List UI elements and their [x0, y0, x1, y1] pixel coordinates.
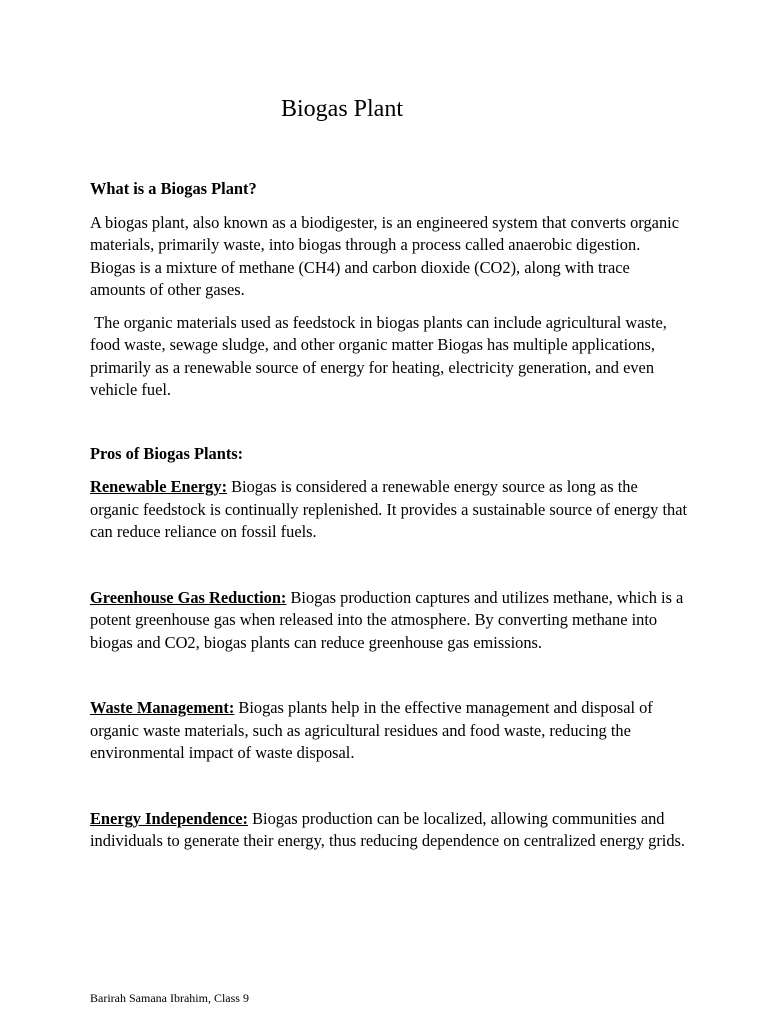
pro-item-waste-management	[90, 697, 688, 765]
pro-term: Energy Independence:	[90, 808, 248, 828]
document-title: Biogas Plant	[280, 96, 403, 122]
section-heading-what-is: What is a Biogas Plant?	[90, 179, 257, 198]
section-heading-pros: Pros of Biogas Plants:	[90, 443, 244, 463]
pro-text: Biogas production captures and utilizes methane, which is a potent greenhouse gas when released into the atmosphere. By converting methane into biogas and CO2, biogas plants can reduce greenhouse gas emissions.	[90, 587, 684, 652]
page-footer: Barirah Samana Ibrahim, Class 9	[90, 991, 249, 1005]
pro-term: Waste Management:	[90, 698, 235, 717]
pro-item-energy-independence	[90, 808, 688, 853]
pro-text: Biogas production can be localized, allowing communities and individuals to generate their energy, thus reducing dependence on centralized energy grids.	[90, 808, 686, 850]
pro-term: Greenhouse Gas Reduction:	[90, 587, 287, 607]
paragraph-feedstock: The organic materials used as feedstock in biogas plants can include agricultural waste, food waste, sewage sludge, and other organic matter Biogas has multiple applications, primarily as a renewable source of energy for heating, electricity generation, and even vehicle fuel.	[90, 312, 671, 399]
pro-text: Biogas is considered a renewable energy source as long as the organic feedstock is continually replenished. It provides a sustainable source of energy that can reduce reliance on fossil fuels.	[90, 477, 688, 541]
paragraph-definition: A biogas plant, also known as a biodigester, is an engineered system that converts organic materials, primarily waste, into biogas through a process called anaerobic digestion. Biogas is a mixture of methane (CH4) and carbon dioxide (CO2), along with trace amounts of other gases.	[90, 212, 679, 299]
pro-item-renewable-energy	[90, 476, 688, 544]
pro-term: Renewable Energy:	[90, 477, 228, 496]
pro-text: Biogas plants help in the effective management and disposal of organic waste materials, such as agricultural residues and food waste, reducing the environmental impact of waste disposal.	[90, 698, 653, 762]
pro-item-greenhouse-gas	[90, 587, 688, 655]
document-body	[90, 178, 688, 853]
